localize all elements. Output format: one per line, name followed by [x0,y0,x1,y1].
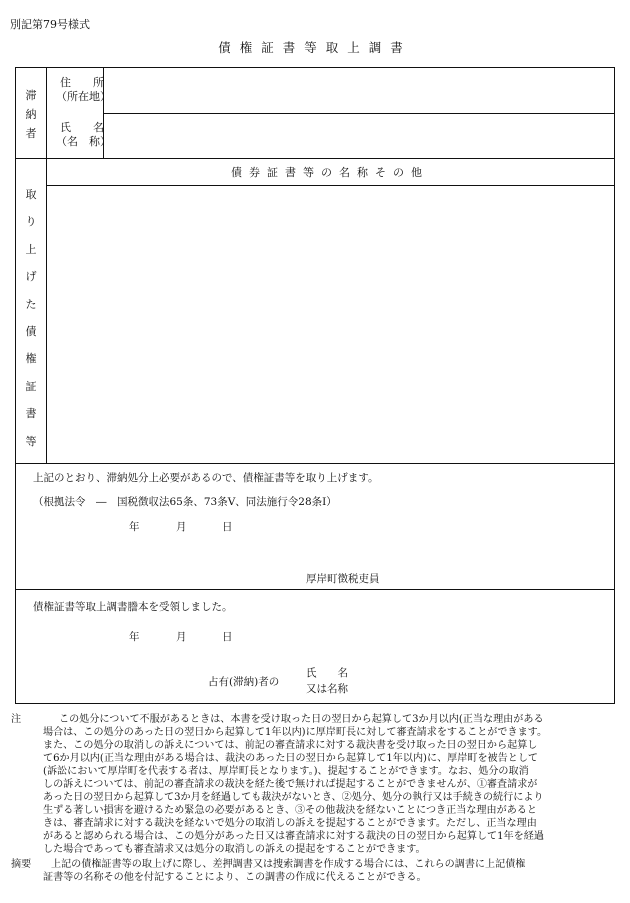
form-number: 別記第79号様式 [10,18,90,31]
form-frame [15,67,615,704]
statement-date-day: 日 [222,521,233,533]
address-field[interactable] [108,72,608,110]
address-name-divider [103,113,614,114]
name-label: 氏 名 [60,121,104,134]
address-sublabel: （所在地） [56,90,111,103]
taxpayer-section-label: 滞 納 者 [25,89,37,140]
statement-date-month: 月 [176,521,187,533]
seized-items-section-label: 取 り 上 げ た 債 権 証 書 等 [25,188,37,448]
section-label-divider [46,68,47,463]
note-label: 注 [11,714,22,725]
items-header-rule [46,185,614,186]
seizure-statement: 上記のとおり、滞納処分上必要があるので、債権証書等を取り上げます。 [33,472,379,484]
address-label: 住 所 [60,76,104,89]
officer-title: 厚岸町徴税吏員 [306,573,380,585]
name-field[interactable] [108,117,608,155]
possessor-name-label-alt: 又は名称 [306,683,348,695]
items-section-bottom-rule [16,463,614,464]
possessor-label: 占有(滞納)者の [208,676,280,688]
receipt-date-year: 年 [129,631,140,643]
summary-label: 摘要 [11,859,32,870]
receipt-date-day: 日 [222,631,233,643]
receipt-statement: 債権証書等取上調書謄本を受領しました。 [33,601,233,613]
signature-field[interactable] [366,663,596,697]
legal-basis: （根拠法令 ― 国税徴収法65条、73条Ⅴ、同法施行令28条Ⅰ） [33,496,337,508]
items-details-field[interactable] [51,190,609,458]
page-title: 債権証書等取上調書 [218,40,412,55]
receipt-date-month: 月 [176,631,187,643]
taxpayer-section-bottom-rule [16,158,614,159]
items-column-header: 債券証書等の名称その他 [231,166,429,179]
name-sublabel: （名 称） [56,135,111,148]
possessor-name-label: 氏 名 [306,667,348,679]
statement-date-year: 年 [129,521,140,533]
summary-text: 上記の債権証書等の取上げに際し、差押調書又は捜索調書を作成する場合には、これらの調書に上記債権 証書等の名称その他を付記することにより、この調書の作成に代えることができる。 [43,859,526,883]
note-text: この処分について不服があるときは、本書を受け取った日の翌日から起算して3か月以内(正当な理由がある 場合は、この処分のあった日の翌日から起算して1年以内)に厚岸町長に対して審査請求をすることができます。 また、この処分の取消しの訴えについては、前記の審査請求に対する裁決書を受け取った日の翌日から起算し て6か月以内(正当な理由がある場合は、裁決のあった日の翌日から起算して1年以内)に、厚岸町を被告として (訴訟において厚岸町を代表する者は、厚岸町長となります。)、提起することができます。なお、処分の取消 しの訴えについては、前記の審査請求の裁決を経た後で無ければ提起することができませんが、①審査請求が あった日の翌日から起算して3か月を経過しても裁決がないとき、②処分、処分の執行又は手続きの続行により 生ずる著しい損害を避けるため緊急の必要があるとき、③その他裁決を経ないことにつき正当な理由があると きは、審査請求に対する裁決を経ないで処分の取消しの訴えを提起することができます。ただし、正当な理由 があると認められる場合は、この処分があった日又は審査請求に対する裁決の日の翌日から起算して1年を経過 した場合であっても審査請求又は処分の取消しの訴えの提起をすることができます。 [43,714,548,855]
statement-section-bottom-rule [16,589,614,590]
